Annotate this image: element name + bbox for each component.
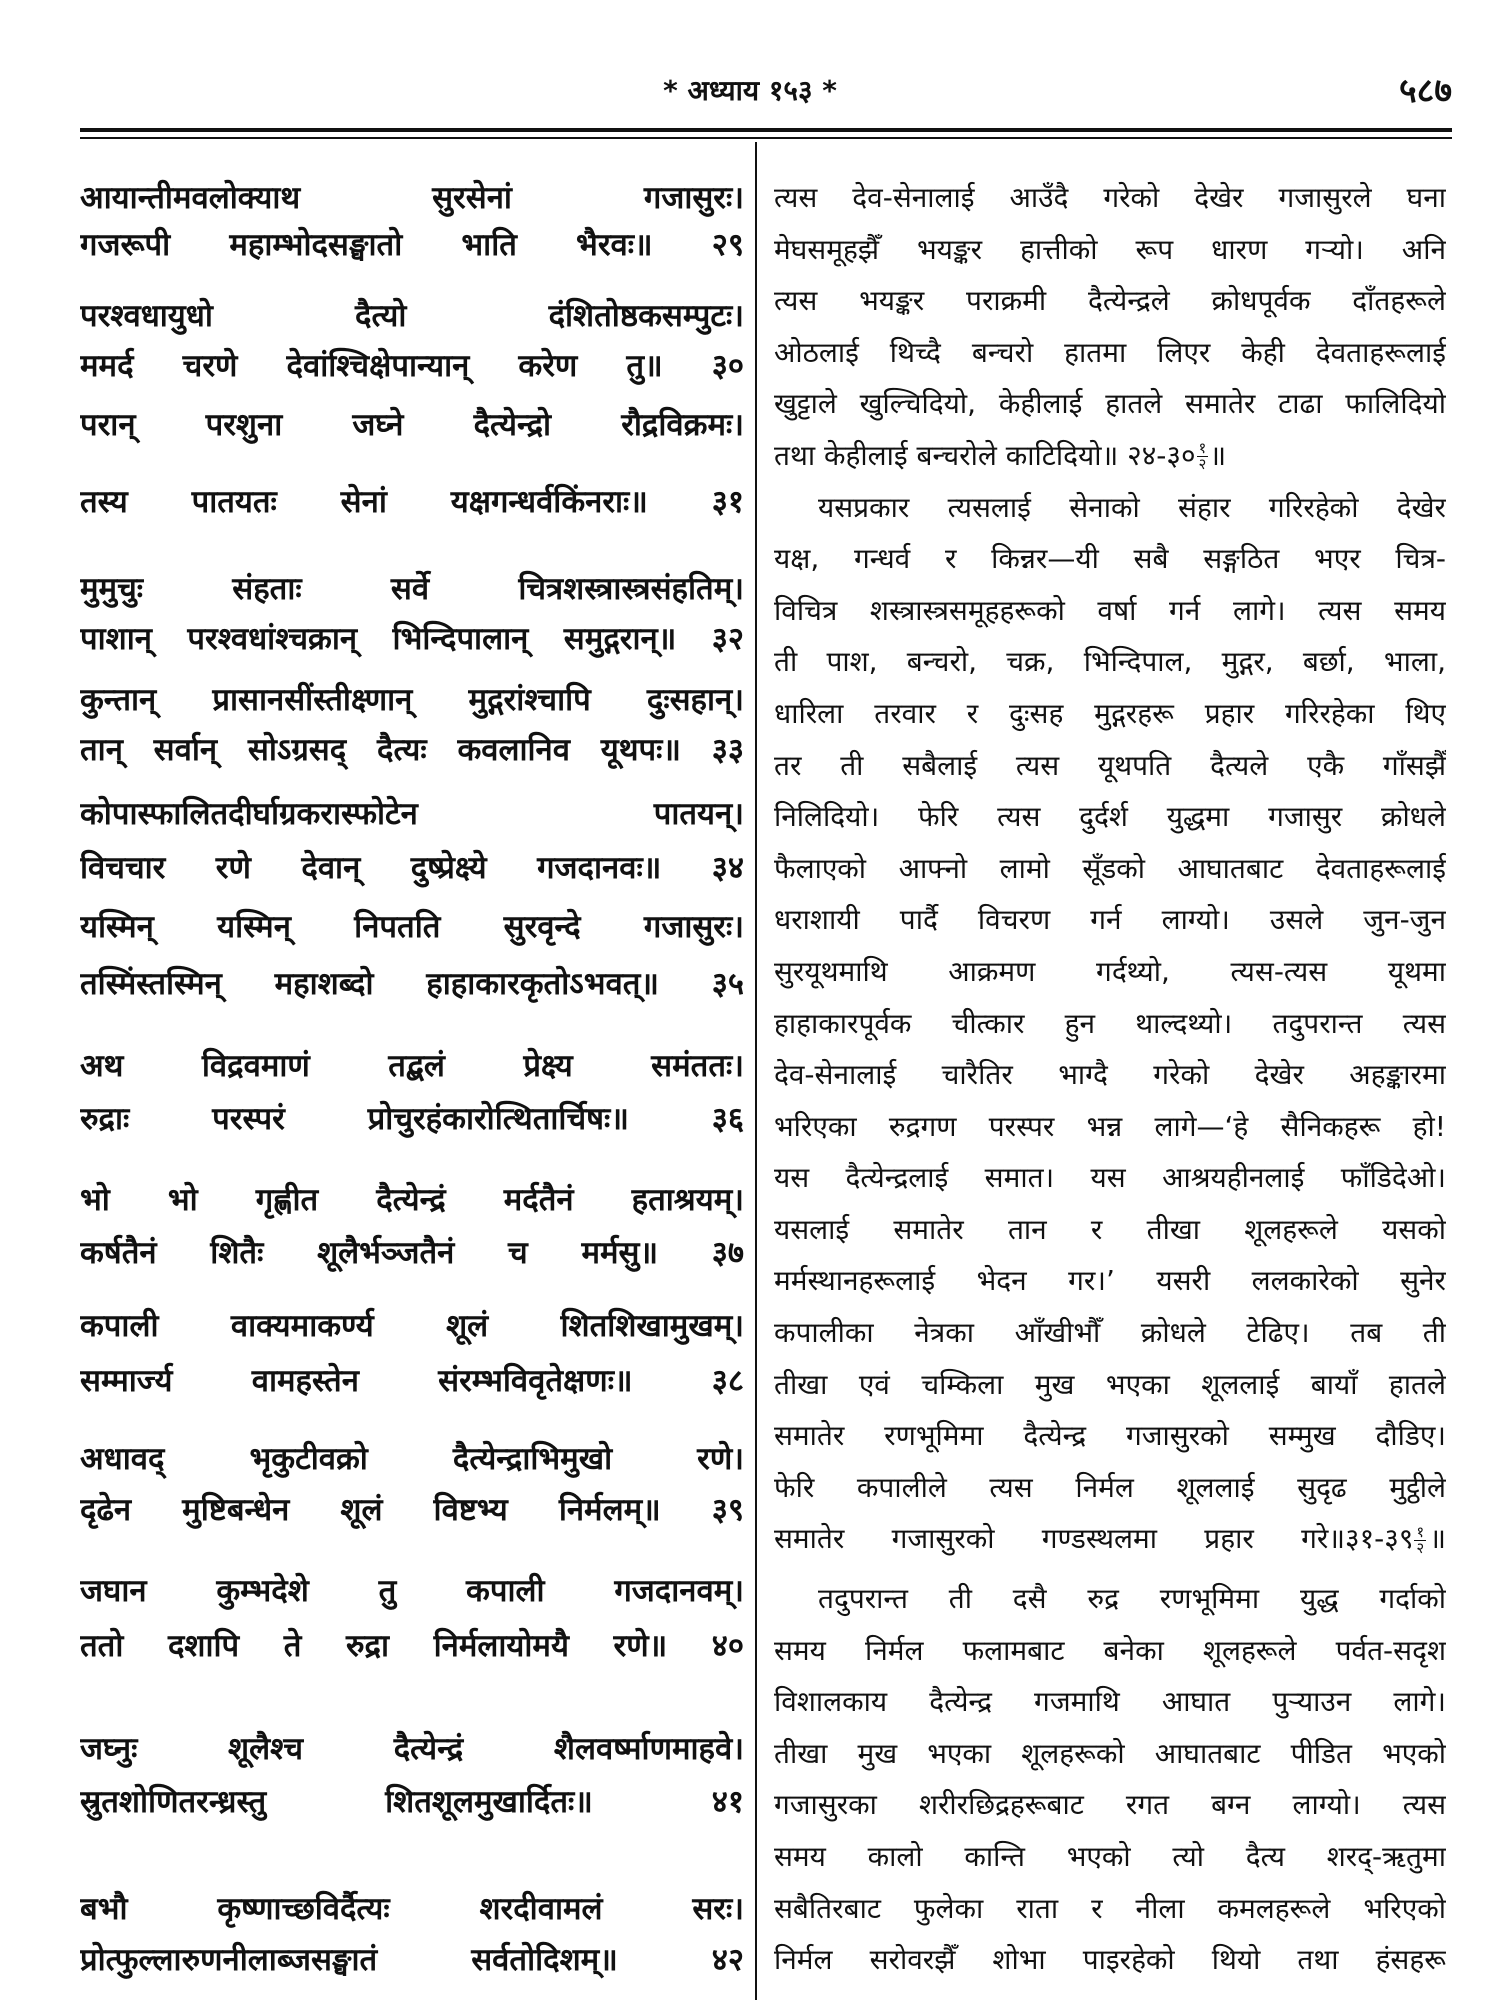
verse-29-line-2: गजरूपी महाम्भोदसङ्घातो भाति भैरवः॥ २९ bbox=[80, 227, 744, 263]
verse-38-line-2: सम्मार्ज्य वामहस्तेन संरम्भविवृतेक्षणः॥ ३८ bbox=[80, 1363, 744, 1399]
verse-32-line-2: पाशान् परश्वधांश्चक्रान् भिन्दिपालान् समुद्गरान्॥ ३२ bbox=[80, 621, 744, 657]
translation-line-21: यसलाई समातेर तान र तीखा शूलहरूले यसको bbox=[774, 1212, 1446, 1246]
verse-30-line-2: ममर्द चरणे देवांश्चिक्षेपान्यान् करेण तु॥ ३० bbox=[80, 348, 744, 384]
verse-36-line-1: अथ विद्रवमाणं तद्बलं प्रेक्ष्य समंततः। bbox=[80, 1048, 744, 1084]
translation-line-32: गजासुरका शरीरछिद्रहरूबाट रगत बग्न लाग्यो। त्यस bbox=[774, 1788, 1446, 1822]
verse-range-close: ॥ bbox=[1429, 1522, 1446, 1556]
verse-40-line-2: ततो दशापि ते रुद्रा निर्मलायोमयै रणे॥ ४० bbox=[80, 1628, 744, 1664]
translation-line-27 bbox=[774, 1513, 1446, 1565]
translation-line-1: त्यस देव-सेनालाई आउँदै गरेको देखेर गजासुरले घना bbox=[774, 181, 1446, 214]
fraction-numerator: १ bbox=[1416, 1522, 1425, 1541]
translation-line-6 bbox=[774, 430, 1446, 482]
verse-42-line-2: प्रोत्फुल्लारुणनीलाब्जसङ्घातं सर्वतोदिशम्॥ ४२ bbox=[80, 1942, 744, 1978]
translation-column bbox=[774, 172, 1446, 1986]
verse-34-line-1: कोपास्फालितदीर्घाग्रकरास्फोटेन पातयन्। bbox=[80, 796, 744, 832]
verse-37-line-1: भो भो गृह्णीत दैत्येन्द्रं मर्दतैनं हताश्रयम्। bbox=[80, 1182, 744, 1218]
translation-line-29: समय निर्मल फलामबाट बनेका शूलहरूले पर्वत-सदृश bbox=[774, 1633, 1446, 1667]
translation-line-6-text: तथा केहीलाई बन्चरोले काटिदियो॥ २४-३० bbox=[774, 438, 1196, 472]
verse-range-fraction bbox=[1414, 1522, 1426, 1557]
translation-line-34: सबैतिरबाट फुलेका राता र नीला कमलहरूले भरिएको bbox=[774, 1891, 1446, 1925]
translation-line-33: समय कालो कान्ति भएको त्यो दैत्य शरद्-ऋतुमा bbox=[774, 1840, 1446, 1873]
translation-line-12: तर ती सबैलाई त्यस यूथपति दैत्यले एकै गाँसझैँ bbox=[774, 748, 1446, 782]
translation-line-2: मेघसमूहझैँ भयङ्कर हात्तीको रूप धारण गर्‍यो। अनि bbox=[774, 232, 1446, 266]
verse-31-line-2: तस्य पातयतः सेनां यक्षगन्धर्वकिंनराः॥ ३१ bbox=[80, 484, 744, 520]
translation-line-27-text: समातेर गजासुरको गण्डस्थलमा प्रहार गरे॥३१-३९ bbox=[774, 1522, 1414, 1556]
verse-range-fraction bbox=[1197, 441, 1209, 472]
translation-line-28: तदुपरान्त ती दसै रुद्र रणभूमिमा युद्ध गर्दाको bbox=[818, 1582, 1446, 1616]
translation-line-31: तीखा मुख भएका शूलहरूको आघातबाट पीडित भएको bbox=[774, 1736, 1446, 1770]
header-rule-thick bbox=[80, 128, 1452, 132]
column-divider bbox=[755, 142, 757, 2000]
verse-39-line-2: दृढेन मुष्टिबन्धेन शूलं विष्टभ्य निर्मलम्॥ ३९ bbox=[80, 1492, 744, 1528]
translation-line-19: भरिएका रुद्रगण परस्पर भन्न लागे—‘हे सैनिकहरू हो! bbox=[774, 1109, 1446, 1143]
chapter-heading: * अध्याय १५३ * bbox=[663, 74, 837, 107]
verse-30-line-1: परश्वधायुधो दैत्यो दंशितोष्ठकसम्पुटः। bbox=[80, 298, 744, 334]
translation-line-4: ओठलाई थिच्दै बन्चरो हातमा लिएर केही देवताहरूलाई bbox=[774, 335, 1446, 369]
verse-37-line-2: कर्षतैनं शितैः शूलैर्भञ्जतैनं च मर्मसु॥ ३७ bbox=[80, 1235, 744, 1271]
header-rule-thin bbox=[80, 137, 1452, 139]
verse-34-line-2: विचचार रणे देवान् दुष्प्रेक्ष्ये गजदानवः॥ ३४ bbox=[80, 850, 744, 886]
verse-35-line-1: यस्मिन् यस्मिन् निपतति सुरवृन्दे गजासुरः। bbox=[80, 909, 744, 945]
verse-33-line-2: तान् सर्वान् सोऽग्रसद् दैत्यः कवलानिव यूथपः॥ ३३ bbox=[80, 732, 744, 768]
translation-line-15: धराशायी पार्दै विचरण गर्न लाग्यो। उसले जुन-जुन bbox=[774, 903, 1446, 937]
translation-line-11: धारिला तरवार र दुःसह मुद्गरहरू प्रहार गरिरहेका थिए bbox=[774, 696, 1446, 730]
page-number: ५८७ bbox=[1398, 71, 1452, 111]
translation-line-22: मर्मस्थानहरूलाई भेदन गर।’ यसरी ललकारेको सुनेर bbox=[774, 1264, 1446, 1298]
translation-line-30: विशालकाय दैत्येन्द्र गजमाथि आघात पुर्‍याउन लागे। bbox=[774, 1685, 1446, 1719]
translation-line-26: फेरि कपालीले त्यस निर्मल शूललाई सुदृढ मुट्ठीले bbox=[774, 1470, 1446, 1504]
translation-line-8: यक्ष, गन्धर्व र किन्नर—यी सबै सङ्गठित भएर चित्र- bbox=[774, 542, 1446, 576]
verse-31-line-1: परान् परशुना जघ्ने दैत्येन्द्रो रौद्रविक्रमः। bbox=[80, 407, 744, 443]
verse-36-line-2: रुद्राः परस्परं प्रोचुरहंकारोत्थितार्चिषः॥ ३६ bbox=[80, 1101, 744, 1137]
translation-line-20: यस दैत्येन्द्रलाई समात। यस आश्रयहीनलाई फाँडिदेओ। bbox=[774, 1161, 1446, 1195]
verse-29-line-1: आयान्तीमवलोक्याथ सुरसेनां गजासुरः। bbox=[80, 180, 744, 216]
translation-line-13: निलिदियो। फेरि त्यस दुर्दर्श युद्धमा गजासुर क्रोधले bbox=[774, 800, 1446, 834]
verse-35-line-2: तस्मिंस्तस्मिन् महाशब्दो हाहाकारकृतोऽभवत्॥ ३५ bbox=[80, 966, 744, 1002]
translation-line-24: तीखा एवं चम्किला मुख भएका शूललाई बायाँ हातले bbox=[774, 1367, 1446, 1401]
verse-range-close: ॥ bbox=[1209, 438, 1227, 472]
translation-line-18: देव-सेनालाई चारैतिर भाग्दै गरेको देखेर अहङ्कारमा bbox=[774, 1058, 1446, 1092]
verse-41-line-1: जघ्नुः शूलैश्च दैत्येन्द्रं शैलवर्ष्माणमाहवे। bbox=[80, 1731, 744, 1767]
translation-line-3: त्यस भयङ्कर पराक्रमी दैत्येन्द्रले क्रोधपूर्वक दाँतहरूले bbox=[774, 284, 1446, 318]
translation-line-7: यसप्रकार त्यसलाई सेनाको संहार गरिरहेको देखेर bbox=[818, 490, 1446, 524]
verse-40-line-1: जघान कुम्भदेशे तु कपाली गजदानवम्। bbox=[80, 1573, 744, 1609]
fraction-numerator: १ bbox=[1198, 439, 1207, 458]
fraction-denominator: २ bbox=[1198, 455, 1207, 474]
translation-line-23: कपालीका नेत्रका आँखीभौँ क्रोधले टेढिए। तब ती bbox=[774, 1316, 1446, 1350]
verse-38-line-1: कपाली वाक्यमाकर्ण्य शूलं शितशिखामुखम्। bbox=[80, 1308, 744, 1344]
translation-line-14: फैलाएको आफ्नो लामो सूँडको आघातबाट देवताहरूलाई bbox=[774, 851, 1446, 885]
translation-line-25: समातेर रणभूमिमा दैत्येन्द्र गजासुरको सम्मुख दौडिए। bbox=[774, 1419, 1446, 1453]
verse-42-line-1: बभौ कृष्णाच्छविर्दैत्यः शरदीवामलं सरः। bbox=[80, 1891, 744, 1927]
translation-line-35: निर्मल सरोवरझैँ शोभा पाइरहेको थियो तथा हंसहरू bbox=[774, 1943, 1446, 1977]
translation-line-17: हाहाकारपूर्वक चीत्कार हुन थाल्दथ्यो। तदुपरान्त त्यस bbox=[774, 1006, 1446, 1040]
verse-39-line-1: अधावद् भृकुटीवक्रो दैत्येन्द्राभिमुखो रणे। bbox=[80, 1441, 744, 1477]
fraction-denominator: २ bbox=[1416, 1538, 1425, 1557]
translation-line-16: सुरयूथमाथि आक्रमण गर्दथ्यो, त्यस-त्यस यूथमा bbox=[774, 954, 1446, 988]
verse-33-line-1: कुन्तान् प्रासानसींस्तीक्ष्णान् मुद्गरांश्चापि दुःसहान्। bbox=[80, 682, 744, 718]
verse-41-line-2: स्रुतशोणितरन्ध्रस्तु शितशूलमुखार्दितः॥ ४१ bbox=[80, 1784, 744, 1820]
translation-line-5: खुट्टाले खुल्चिदियो, केहीलाई हातले समातेर टाढा फालिदियो bbox=[774, 387, 1446, 421]
translation-line-10: ती पाश, बन्चरो, चक्र, भिन्दिपाल, मुद्गर, बर्छा, भाला, bbox=[774, 645, 1446, 679]
verse-32-line-1: मुमुचुः संहताः सर्वे चित्रशस्त्रास्त्रसंहतिम्। bbox=[80, 571, 744, 607]
translation-line-9: विचित्र शस्त्रास्त्रसमूहहरूको वर्षा गर्न लागे। त्यस समय bbox=[774, 593, 1446, 627]
